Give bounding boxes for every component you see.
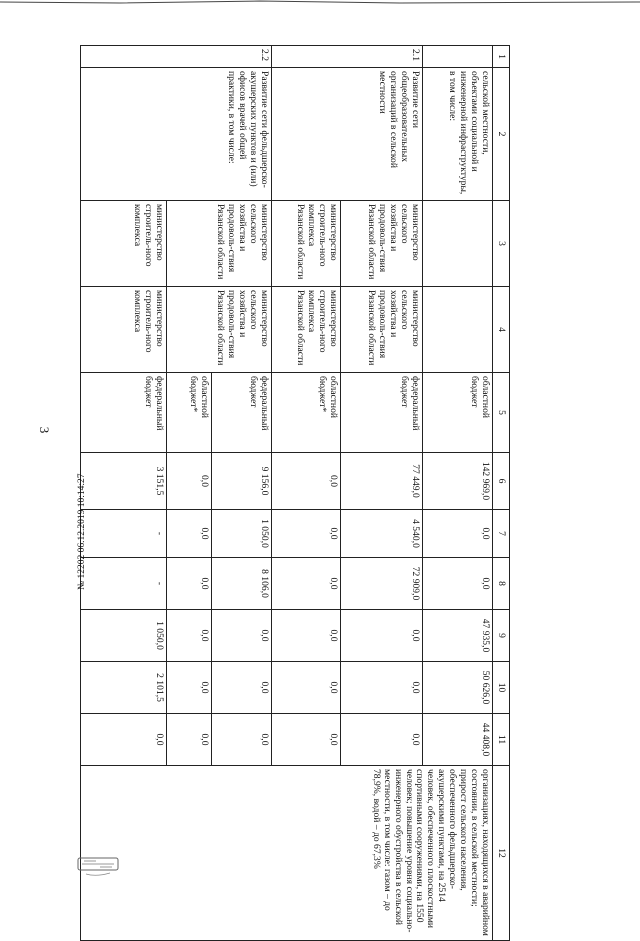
registration-footer: № 12202 06.12.2019 10:14:27 bbox=[77, 473, 87, 590]
col-number-8: 8 bbox=[493, 558, 510, 610]
budget-table bbox=[80, 45, 510, 941]
cell-total: 77 449,0 bbox=[341, 453, 423, 510]
cell-participant: министерство строитель-ного комплекса bbox=[81, 287, 167, 373]
cell-year-4: 0,0 bbox=[167, 662, 212, 714]
cell-year-4: 0,0 bbox=[341, 662, 423, 714]
cell-year-3: 0,0 bbox=[212, 610, 272, 662]
cell-source: областной бюджет bbox=[423, 373, 493, 453]
cell-year-1: - bbox=[81, 510, 167, 558]
cell-year-1: 0,0 bbox=[423, 510, 493, 558]
cell-participant: министерство сельского хозяйства и продоволь-ствия Рязанской области bbox=[341, 287, 423, 373]
cell-year-5: 0,0 bbox=[272, 714, 341, 766]
cell-year-2: 0,0 bbox=[272, 558, 341, 610]
cell-year-3: 47 935,0 bbox=[423, 610, 493, 662]
cell-year-2: 0,0 bbox=[167, 558, 212, 610]
cell-year-3: 0,0 bbox=[341, 610, 423, 662]
col-number-3: 3 bbox=[493, 201, 510, 287]
cell-year-2: 72 909,0 bbox=[341, 558, 423, 610]
cell-source: федеральный бюджет bbox=[81, 373, 167, 453]
cell-year-1: 0,0 bbox=[167, 510, 212, 558]
cell-year-5: 0,0 bbox=[341, 714, 423, 766]
table-row bbox=[423, 46, 493, 941]
cell-index: 2.1 bbox=[272, 46, 423, 68]
cell-participant: министерство сельского хозяйства и продоволь-ствия Рязанской области bbox=[167, 287, 272, 373]
cell-year-4: 50 626,0 bbox=[423, 662, 493, 714]
cell-executor bbox=[423, 201, 493, 287]
cell-year-1: 4 540,0 bbox=[341, 510, 423, 558]
cell-expected-results: организациях, находящихся в аварийном состоянии, в сельской местности; прирост сельского населения, обеспеченного фельдшерско-акушерскими пунктами, на 2514 человек, обеспеченного плоскостными спортивными сооружениями, на 1550 человек; повышение уровня социально-инженерного обустройства в сельской местности, в том числе: газом – до 78,9%, водой – до 67,3% bbox=[81, 766, 493, 941]
cell-total: 9 156,0 bbox=[212, 453, 272, 510]
cell-year-2: 8 106,0 bbox=[212, 558, 272, 610]
col-number-5: 5 bbox=[493, 373, 510, 453]
cell-executor: министерство сельского хозяйства и продоволь-ствия Рязанской области bbox=[341, 201, 423, 287]
col-number-7: 7 bbox=[493, 510, 510, 558]
cell-year-4: 0,0 bbox=[272, 662, 341, 714]
cell-measure: Развитие сети фельдшерско-акушерских пунктов и (или) офисов врачей общей практики, в том числе: bbox=[81, 68, 272, 201]
cell-measure: Развитие сети общеобразовательных организаций в сельской местности bbox=[272, 68, 423, 201]
cell-source: областной бюджет* bbox=[272, 373, 341, 453]
cell-year-4: 2 101,5 bbox=[81, 662, 167, 714]
cell-year-1: 1 050,0 bbox=[212, 510, 272, 558]
cell-index bbox=[423, 46, 493, 68]
col-number-11: 11 bbox=[493, 714, 510, 766]
cell-source: областной бюджет* bbox=[167, 373, 212, 453]
budget-table-rotated bbox=[81, 45, 510, 936]
cell-year-3: 0,0 bbox=[272, 610, 341, 662]
col-number-10: 10 bbox=[493, 662, 510, 714]
cell-year-5: 44 408,0 bbox=[423, 714, 493, 766]
cell-year-1: 0,0 bbox=[272, 510, 341, 558]
cell-total: 0,0 bbox=[167, 453, 212, 510]
cell-source: федеральный бюджет bbox=[341, 373, 423, 453]
page-number: 3 bbox=[37, 426, 52, 434]
col-number-12: 12 bbox=[493, 766, 510, 941]
col-number-9: 9 bbox=[493, 610, 510, 662]
cell-year-3: 1 050,0 bbox=[81, 610, 167, 662]
col-number-4: 4 bbox=[493, 287, 510, 373]
cell-year-5: 0,0 bbox=[167, 714, 212, 766]
cell-year-2: 0,0 bbox=[423, 558, 493, 610]
cell-year-2: - bbox=[81, 558, 167, 610]
cell-year-4: 0,0 bbox=[212, 662, 272, 714]
cell-participant: министерство строитель-ного комплекса Рязанской области bbox=[272, 287, 341, 373]
cell-year-5: 0,0 bbox=[81, 714, 167, 766]
cell-executor: министерство сельского хозяйства и продоволь-ствия Рязанской области bbox=[167, 201, 272, 287]
col-number-1: 1 bbox=[493, 46, 510, 68]
column-number-row bbox=[493, 46, 510, 941]
cell-year-5: 0,0 bbox=[212, 714, 272, 766]
cell-source: федеральный бюджет bbox=[212, 373, 272, 453]
scan-top-edge bbox=[0, 0, 640, 6]
cell-total: 3 151,5 bbox=[81, 453, 167, 510]
cell-index: 2.2 bbox=[81, 46, 272, 68]
cell-executor: министерство строитель-ного комплекса bbox=[81, 201, 167, 287]
cell-participant bbox=[423, 287, 493, 373]
cell-total: 0,0 bbox=[272, 453, 341, 510]
col-number-6: 6 bbox=[493, 453, 510, 510]
cell-total: 142 969,0 bbox=[423, 453, 493, 510]
col-number-2: 2 bbox=[493, 68, 510, 201]
cell-executor: министерство строитель-ного комплекса Рязанской области bbox=[272, 201, 341, 287]
cell-year-3: 0,0 bbox=[167, 610, 212, 662]
registration-stamp bbox=[76, 850, 122, 878]
cell-measure: сельской местности, объектами социальной и инженерной инфраструктуры, в том числе: bbox=[423, 68, 493, 201]
